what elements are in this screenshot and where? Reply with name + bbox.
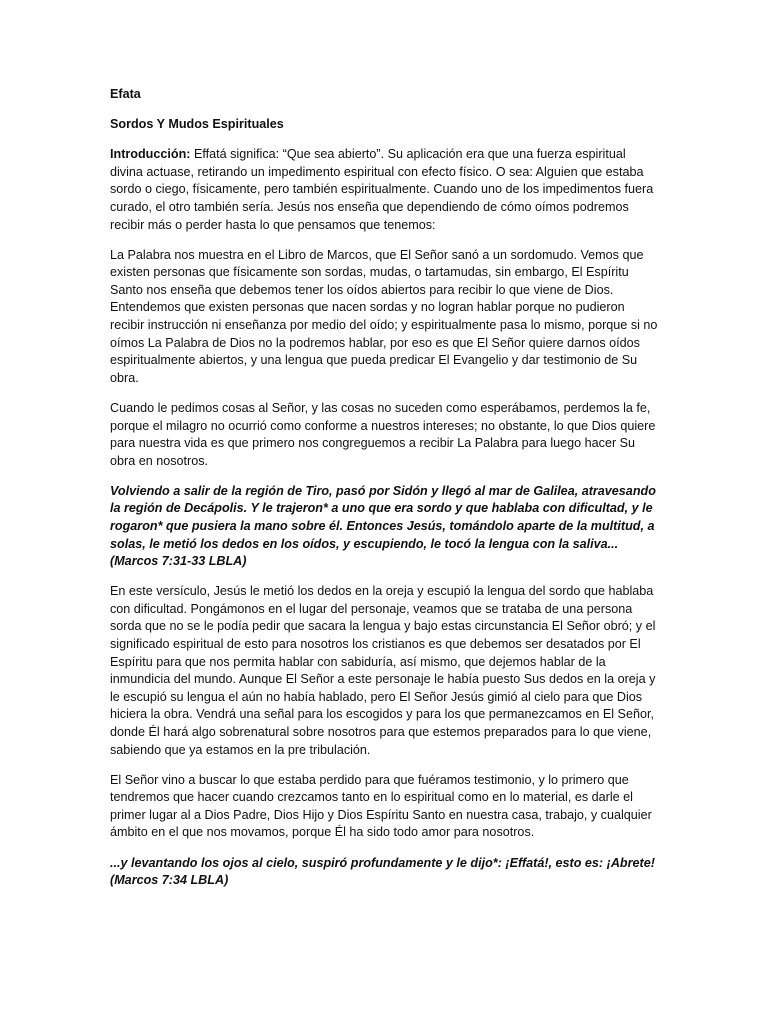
body-paragraph-4: El Señor vino a buscar lo que estaba perdido para que fuéramos testimonio, y lo primero que tendremos que hacer cuando crezcamos tanto en lo espiritual como en lo material, es darle el primer lugar al a Dios Padre, Dios Hijo y Dios Espíritu Santo en nuestra casa, trabajo, y cualquier ámbito en el que nos movamos, porque Él ha sido todo amor para nosotros. <box>110 772 652 840</box>
document-page <box>110 86 658 902</box>
document-title: Efata <box>110 87 141 101</box>
body-paragraph-2: Cuando le pedimos cosas al Señor, y las cosas no suceden como esperábamos, perdemos la fe, porque el milagro no ocurrió como conforme a nuestros intereses; no obstante, lo que Dios quiere para nuestra vida es que primero nos congreguemos a recibir La Palabra para luego hacer Su obra en nosotros. <box>110 400 656 468</box>
body-paragraph-3: En este versículo, Jesús le metió los dedos en la oreja y escupió la lengua del sordo que hablaba con dificultad. Pongámonos en el lugar del personaje, veamos que se trataba de una persona sorda que no se le podía pedir que sacara la lengua y bajo estas circunstancia El Señor obró; y el significado espiritual de esto para nosotros los cristianos es que debemos ser desatados por El Espíritu para que nos permita hablar con sabiduría, así mismo, que dejemos hablar de la inmundicia del mundo. Aunque El Señor a este personaje le había puesto Sus dedos en la oreja y le escupió su lengua el aún no había hablado, pero El Señor Jesús gimió al cielo para que Dios hiciera la obra. Vendrá una señal para los escogidos y para los que permanezcamos en El Señor, donde Él hará algo sobrenatural sobre nosotros para que estemos preparados para lo que viene, sabiendo que ya estamos en la pre tribulación. <box>110 584 656 757</box>
scripture-quote-2: ...y levantando los ojos al cielo, suspiró profundamente y le dijo*: ¡Effatá!, esto es: ¡Abrete! (Marcos 7:34 LBLA) <box>110 855 655 888</box>
scripture-quote-1: Volviendo a salir de la región de Tiro, pasó por Sidón y llegó al mar de Galilea, atravesando la región de Decápolis. Y le trajeron* a uno que era sordo y que hablaba con dificultad, y le rogaron* que pusiera la mano sobre él. Entonces Jesús, tomándolo aparte de la multitud, a solas, le metió los dedos en los oídos, y escupiendo, le tocó la lengua con la saliva... (Marcos 7:31-33 LBLA) <box>110 483 656 569</box>
body-paragraph-1: La Palabra nos muestra en el Libro de Marcos, que El Señor sanó a un sordomudo. Vemos que existen personas que físicamente son sordas, mudas, o tartamudas, sin embargo, El Espíritu Santo nos enseña que debemos tener los oídos abiertos para recibir lo que viene de Dios. Entendemos que existen personas que nacen sordas y no logran hablar porque no pudieron recibir instrucción ni enseñanza por medio del oído; y espiritualmente pasa lo mismo, porque si no oímos La Palabra de Dios no la podremos hablar, por eso es que El Señor quiere darnos oídos espiritualmente abiertos, y una lengua que pueda predicar El Evangelio y dar testimonio de Su obra. <box>110 247 658 385</box>
intro-paragraph <box>110 146 658 234</box>
intro-label: Introducción: <box>110 147 191 162</box>
document-subtitle: Sordos Y Mudos Espirituales <box>110 117 284 132</box>
intro-text: Effatá significa: “Que sea abierto”. Su aplicación era que una fuerza espiritual divina actuase, retirando un impedimento espiritual con efecto físico. O sea: Alguien que estaba sordo o ciego, físicamente, pero también espiritualmente. Cuando uno de los impedimentos fuera curado, el otro también sería. Jesús nos enseña que dependiendo de cómo oímos podremos recibir más o perder hasta lo que pensamos que tenemos: <box>110 147 654 232</box>
